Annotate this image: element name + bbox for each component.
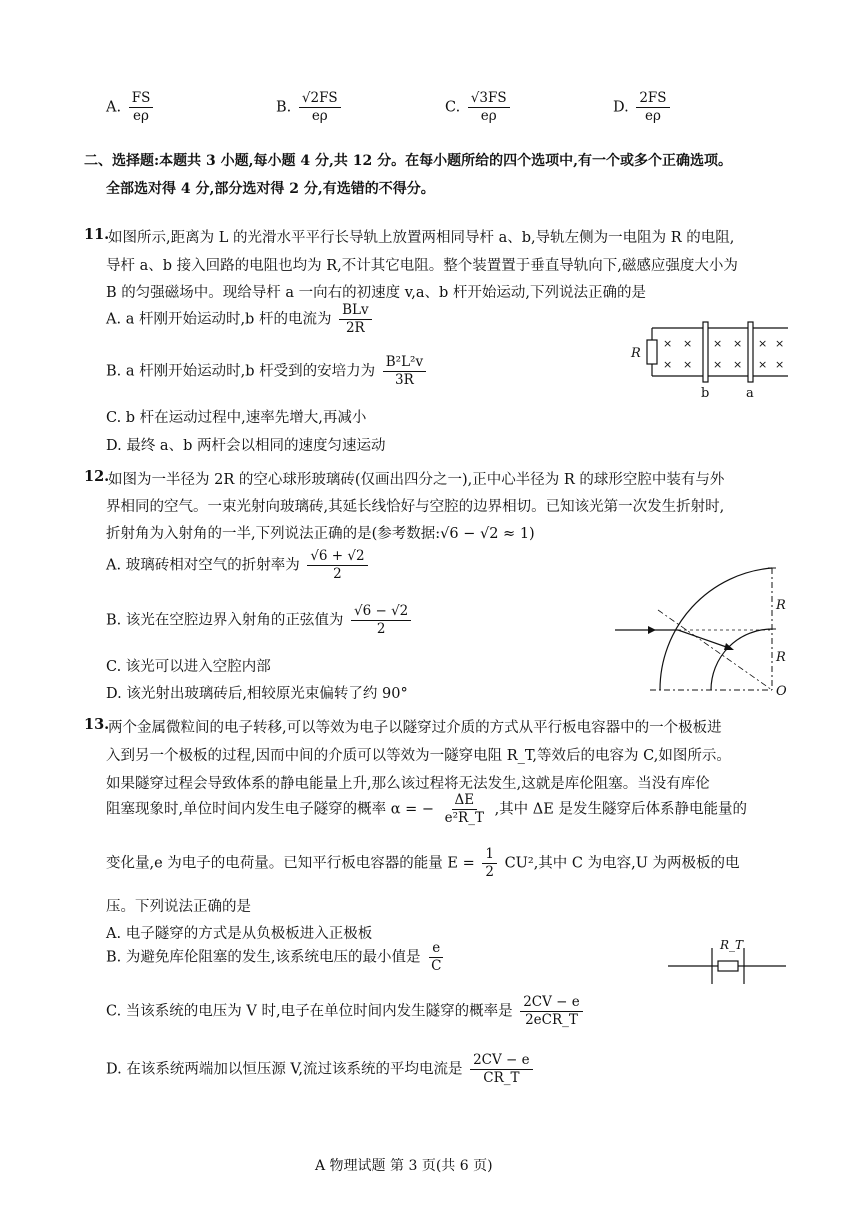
q11-figure-label-r: R: [631, 346, 641, 361]
q11-stem-line2: 导杆 a、b 接入回路的电阻也均为 R,不计其它电阻。整个装置置于垂直导轨向下,磁感应强度大小为: [106, 258, 738, 274]
q13-stem-line4: 阻塞现象时,单位时间内发生电子隧穿的概率 α = − $\frac{\Delta E}{\text{e²R\_T}}$ ,其中 ΔE 是发生隧穿后体系静电能量的: [106, 792, 747, 826]
q13-option-d: D. 在该系统两端加以恒压源 V,流过该系统的平均电流是 $\frac{2CV - e}{CR\_T}$: [106, 1052, 536, 1087]
prev-option-d: D. $\frac{2FS}{e\rho}$: [613, 90, 673, 125]
svg-text:×: ×: [758, 337, 768, 350]
tunnel-resistor: [718, 961, 738, 971]
svg-text:×: ×: [663, 358, 673, 371]
q11-figure-label-a: a: [746, 386, 754, 401]
q12-option-b: B. 该光在空腔边界入射角的正弦值为 $\frac{√6 - √2}{2}$: [106, 603, 414, 638]
inner-arc: [711, 629, 772, 690]
q11-option-c: C. b 杆在运动过程中,速率先增大,再减小: [106, 410, 367, 426]
svg-text:×: ×: [683, 358, 693, 371]
q13-stem-line2: 入到另一个极板的过程,因而中间的介质可以等效为一隧穿电阻 R_T,等效后的电容为 C,如图所示。: [106, 748, 731, 764]
incident-arrow: [648, 626, 656, 634]
q12-stem-line2: 界相同的空气。一束光射向玻璃砖,其延长线恰好与空腔的边界相切。已知该光第一次发生折射时,: [106, 499, 725, 515]
q12-stem-line3: 折射角为入射角的一半,下列说法正确的是(参考数据:√6 − √2 ≈ 1): [106, 526, 535, 542]
q11-option-a: A. a 杆刚开始运动时,b 杆的电流为 $\frac{\text{BLv}}{2R}$: [106, 302, 375, 337]
q13-number: 13.: [84, 716, 110, 733]
q12-option-a: A. 玻璃砖相对空气的折射率为 $\frac{√6 + √2}{2}$: [106, 548, 371, 583]
q11-option-d: D. 最终 a、b 两杆会以相同的速度匀速运动: [106, 438, 386, 454]
q11-number: 11.: [84, 226, 110, 243]
svg-text:×: ×: [733, 358, 743, 371]
prev-option-b: B. $\frac{√2FS}{e\rho}$: [276, 90, 344, 125]
magnetic-field-marks: [663, 337, 784, 371]
q13-figure-label-rt: R_T: [720, 938, 744, 952]
svg-text:×: ×: [663, 337, 673, 350]
q11-stem-line3: B 的匀强磁场中。现给导杆 a 一向右的初速度 v,a、b 杆开始运动,下列说法正确的是: [106, 285, 646, 301]
q13-stem-line6: 压。下列说法正确的是: [106, 899, 251, 915]
svg-text:×: ×: [775, 337, 785, 350]
section-heading-line1: 二、选择题:本题共 3 小题,每小题 4 分,共 12 分。在每小题所给的四个选项中,有一个或多个正确选项。: [84, 153, 732, 169]
q11-figure-label-b: b: [701, 386, 710, 401]
svg-text:×: ×: [683, 337, 693, 350]
q12-option-d: D. 该光射出玻璃砖后,相较原光束偏转了约 90°: [106, 686, 408, 702]
q13-option-c: C. 当该系统的电压为 V 时,电子在单位时间内发生隧穿的概率是 $\frac{2CV - e}{\text{2eCR\_T}}$: [106, 994, 586, 1029]
svg-text:×: ×: [713, 337, 723, 350]
q12-option-c: C. 该光可以进入空腔内部: [106, 659, 271, 675]
q12-number: 12.: [84, 468, 110, 485]
q13-option-a: A. 电子隧穿的方式是从负极板进入正极板: [106, 926, 373, 942]
page-footer: A 物理试题 第 3 页(共 6 页): [315, 1158, 493, 1174]
q12-stem-line1: 如图为一半径为 2R 的空心球形玻璃砖(仅画出四分之一),正中心半径为 R 的球形空腔中装有与外: [108, 472, 725, 488]
svg-text:×: ×: [758, 358, 768, 371]
refracted-ray: [678, 630, 732, 649]
svg-text:×: ×: [733, 337, 743, 350]
q13-stem-line1: 两个金属微粒间的电子转移,可以等效为电子以隧穿过介质的方式从平行板电容器中的一个极板进: [108, 720, 722, 736]
svg-text:×: ×: [713, 358, 723, 371]
q12-figure-label-o: O: [776, 684, 787, 699]
normal-line: [658, 610, 772, 690]
resistor-symbol: [647, 340, 657, 364]
rod-a: [748, 322, 753, 382]
rod-b: [703, 322, 708, 382]
q11-option-b: B. a 杆刚开始运动时,b 杆受到的安培力为 $\frac{\text{B²L²v}}{3R}$: [106, 354, 429, 389]
q12-glass-figure: [610, 560, 800, 695]
section-heading-line2: 全部选对得 4 分,部分选对得 2 分,有选错的不得分。: [106, 181, 435, 197]
q13-stem-line3: 如果隧穿过程会导致体系的静电能量上升,那么该过程将无法发生,这就是库伦阻塞。当没有库伦: [106, 776, 710, 792]
q13-stem-line5: 变化量,e 为电子的电荷量。已知平行板电容器的能量 E = $\frac{1}{2}$ CU²,其中 C 为电容,U 为两极板的电: [106, 846, 740, 880]
prev-option-a: A. $\frac{FS}{e\rho}$: [106, 90, 156, 125]
outer-arc: [660, 568, 772, 690]
q11-stem-line1: 如图所示,距离为 L 的光滑水平平行长导轨上放置两相同导杆 a、b,导轨左侧为一电阻为 R 的电阻,: [108, 230, 735, 246]
prev-option-c: C. $\frac{√3FS}{e\rho}$: [445, 90, 513, 125]
q12-figure-label-r-upper: R: [776, 598, 786, 613]
q13-option-b: B. 为避免库伦阻塞的发生,该系统电压的最小值是 $\frac{e}{C}$: [106, 940, 442, 974]
svg-text:×: ×: [775, 358, 785, 371]
q12-figure-label-r-lower: R: [776, 650, 786, 665]
